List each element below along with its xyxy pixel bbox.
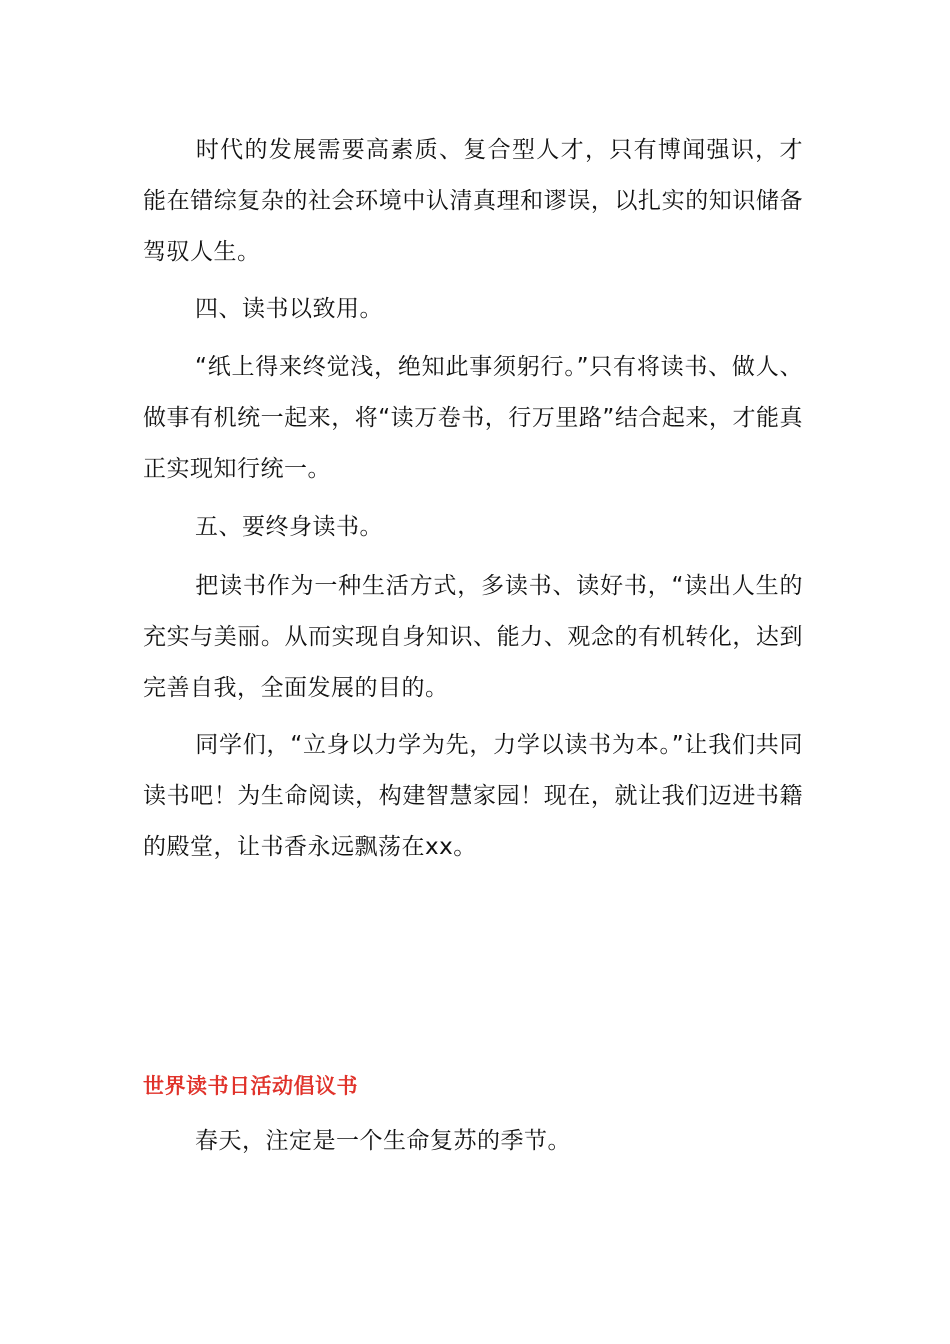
section-title: 世界读书日活动倡议书 <box>143 1074 358 1098</box>
heading-five: 五、要终身读书。 <box>195 514 383 540</box>
heading-four: 四、读书以致用。 <box>195 296 383 322</box>
paragraph-practice: “纸上得来终觉浅，绝知此事须躬行。”只有将读书、做人、做事有机统一起来，将“读万卷书，行万里路”结合起来，才能真正实现知行统一。 <box>143 354 803 482</box>
paragraph-students: 同学们，“立身以力学为先，力学以读书为本。”让我们共同读书吧！为生命阅读，构建智慧家园！现在，就让我们迈进书籍的殿堂，让书香永远飘荡在xx。 <box>143 732 803 860</box>
paragraph-talent: 时代的发展需要高素质、复合型人才，只有博闻强识，才能在错综复杂的社会环境中认清真理和谬误，以扎实的知识储备驾驭人生。 <box>143 137 803 265</box>
paragraph-lifestyle: 把读书作为一种生活方式，多读书、读好书，“读出人生的充实与美丽。从而实现自身知识、能力、观念的有机转化，达到完善自我，全面发展的目的。 <box>143 573 803 701</box>
paragraph-spring: 春天，注定是一个生命复苏的季节。 <box>195 1128 571 1154</box>
